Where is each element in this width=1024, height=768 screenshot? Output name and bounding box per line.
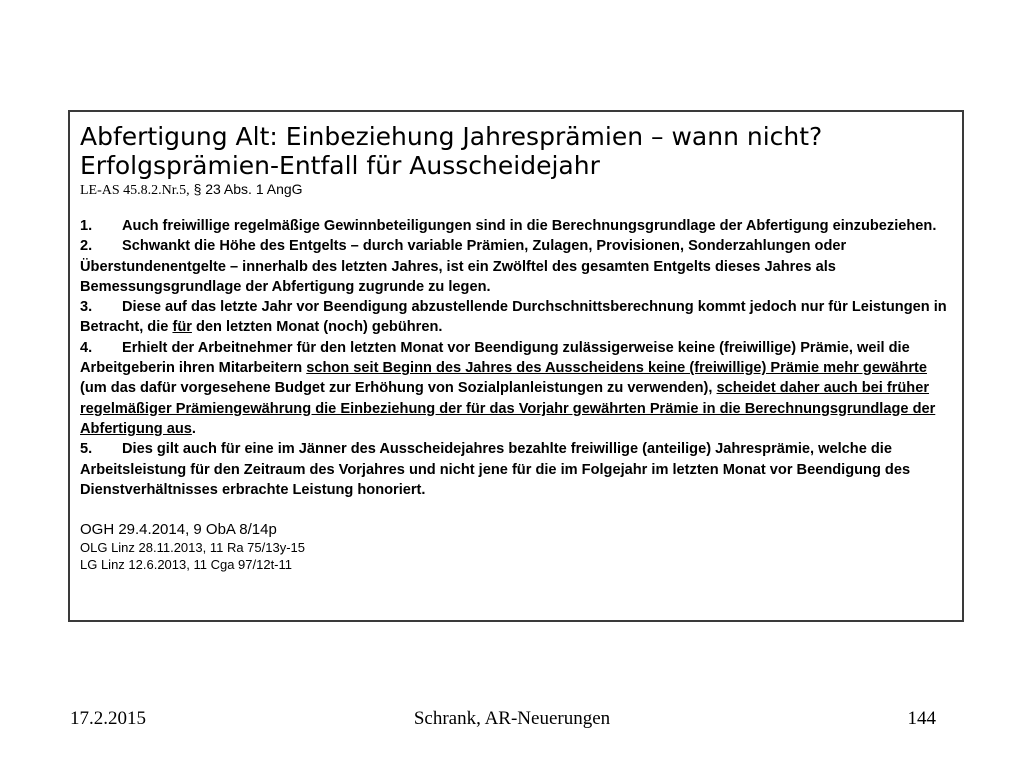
paragraph-text: den letzten Monat (noch) gebühren. — [191, 319, 443, 336]
paragraph-2 — [80, 236, 952, 297]
slide-content-box — [68, 110, 964, 622]
paragraph-number: 4. — [80, 339, 93, 356]
citation-olg: OLG Linz 28.11.2013, 11 Ra 75/13y-15 — [80, 540, 306, 556]
paragraph-5 — [80, 439, 952, 500]
slide-title-line-1: Abfertigung Alt: Einbeziehung Jahresprämien – wann nicht? — [80, 122, 823, 151]
source-reference-le-as: LE-AS 45.8.2.Nr.5, — [80, 183, 190, 198]
paragraph-text: Schwankt die Höhe des Entgelts – durch variable Prämien, Zulagen, Provisionen, Sonderzahlungen oder Überstundenentgelte – innerhalb des letzten Jahres, ist ein Zwölftel des gesamten Entgelts dieses Jahres als Bemessungsgrundlage der Abfertigung zugrunde zu legen. — [80, 238, 847, 295]
underlined-text: scheidet daher auch bei früher regelmäßiger Prämiengewährung die Einbeziehung der für das Vorjahr gewährten Prämie in die Berechnungsgrundlage der Abfertigung aus — [80, 380, 936, 437]
citation-lg: LG Linz 12.6.2013, 11 Cga 97/12t-11 — [80, 557, 293, 573]
footer-page-number: 144 — [907, 708, 936, 729]
paragraph-text: (um das dafür vorgesehene Budget zur Erhöhung von Sozialplanleistungen zu verwenden), — [80, 380, 717, 397]
paragraph-text: Diese auf das letzte Jahr vor Beendigung abzustellende Durchschnittsberechnung kommt jedoch nur für Leistungen in Betracht, die — [80, 299, 947, 336]
underlined-text: schon seit Beginn des Jahres des Ausscheidens keine (freiwillige) Prämie mehr gewährte — [306, 360, 927, 377]
paragraph-3 — [80, 297, 952, 338]
paragraph-text: Dies gilt auch für eine im Jänner des Ausscheidejahres bezahlte freiwillige (anteilige) Jahresprämie, welche die Arbeitsleistung für den Zeitraum des Vorjahres und nicht jene für die im Folgejahr im letzten Monat vor Beendigung des Dienstverhältnisses erbrachte Leistung honoriert. — [80, 441, 911, 498]
source-reference-angg: § 23 Abs. 1 AngG — [193, 181, 303, 197]
paragraph-number: 1. — [80, 218, 93, 234]
paragraph-number: 5. — [80, 441, 93, 458]
paragraph-text: Auch freiwillige regelmäßige Gewinnbeteiligungen sind in die Berechnungsgrundlage der Abfertigung einzubeziehen. — [122, 218, 937, 234]
slide-title — [80, 122, 952, 180]
paragraph-text: Erhielt der Arbeitnehmer für den letzten Monat vor Beendigung zulässigerweise keine (freiwillige) Prämie, weil die Arbeitgeberin ihren Mitarbeitern — [80, 339, 910, 377]
paragraph-4 — [80, 338, 952, 439]
underlined-text: für — [172, 319, 192, 336]
spacer — [80, 199, 952, 216]
paragraph-number: 2. — [80, 238, 93, 255]
footer-author: Schrank, AR-Neuerungen — [413, 708, 611, 729]
paragraph-text: . — [191, 420, 196, 437]
slide-title-line-2: Erfolgsprämien-Entfall für Ausscheidejahr — [80, 151, 600, 180]
spacer — [80, 500, 952, 517]
footer-date: 17.2.2015 — [70, 708, 146, 729]
paragraph-number: 3. — [80, 299, 93, 316]
paragraph-1 — [80, 216, 952, 236]
citation-ogh: OGH 29.4.2014, 9 ObA 8/14p — [80, 521, 277, 539]
source-reference — [80, 181, 952, 199]
